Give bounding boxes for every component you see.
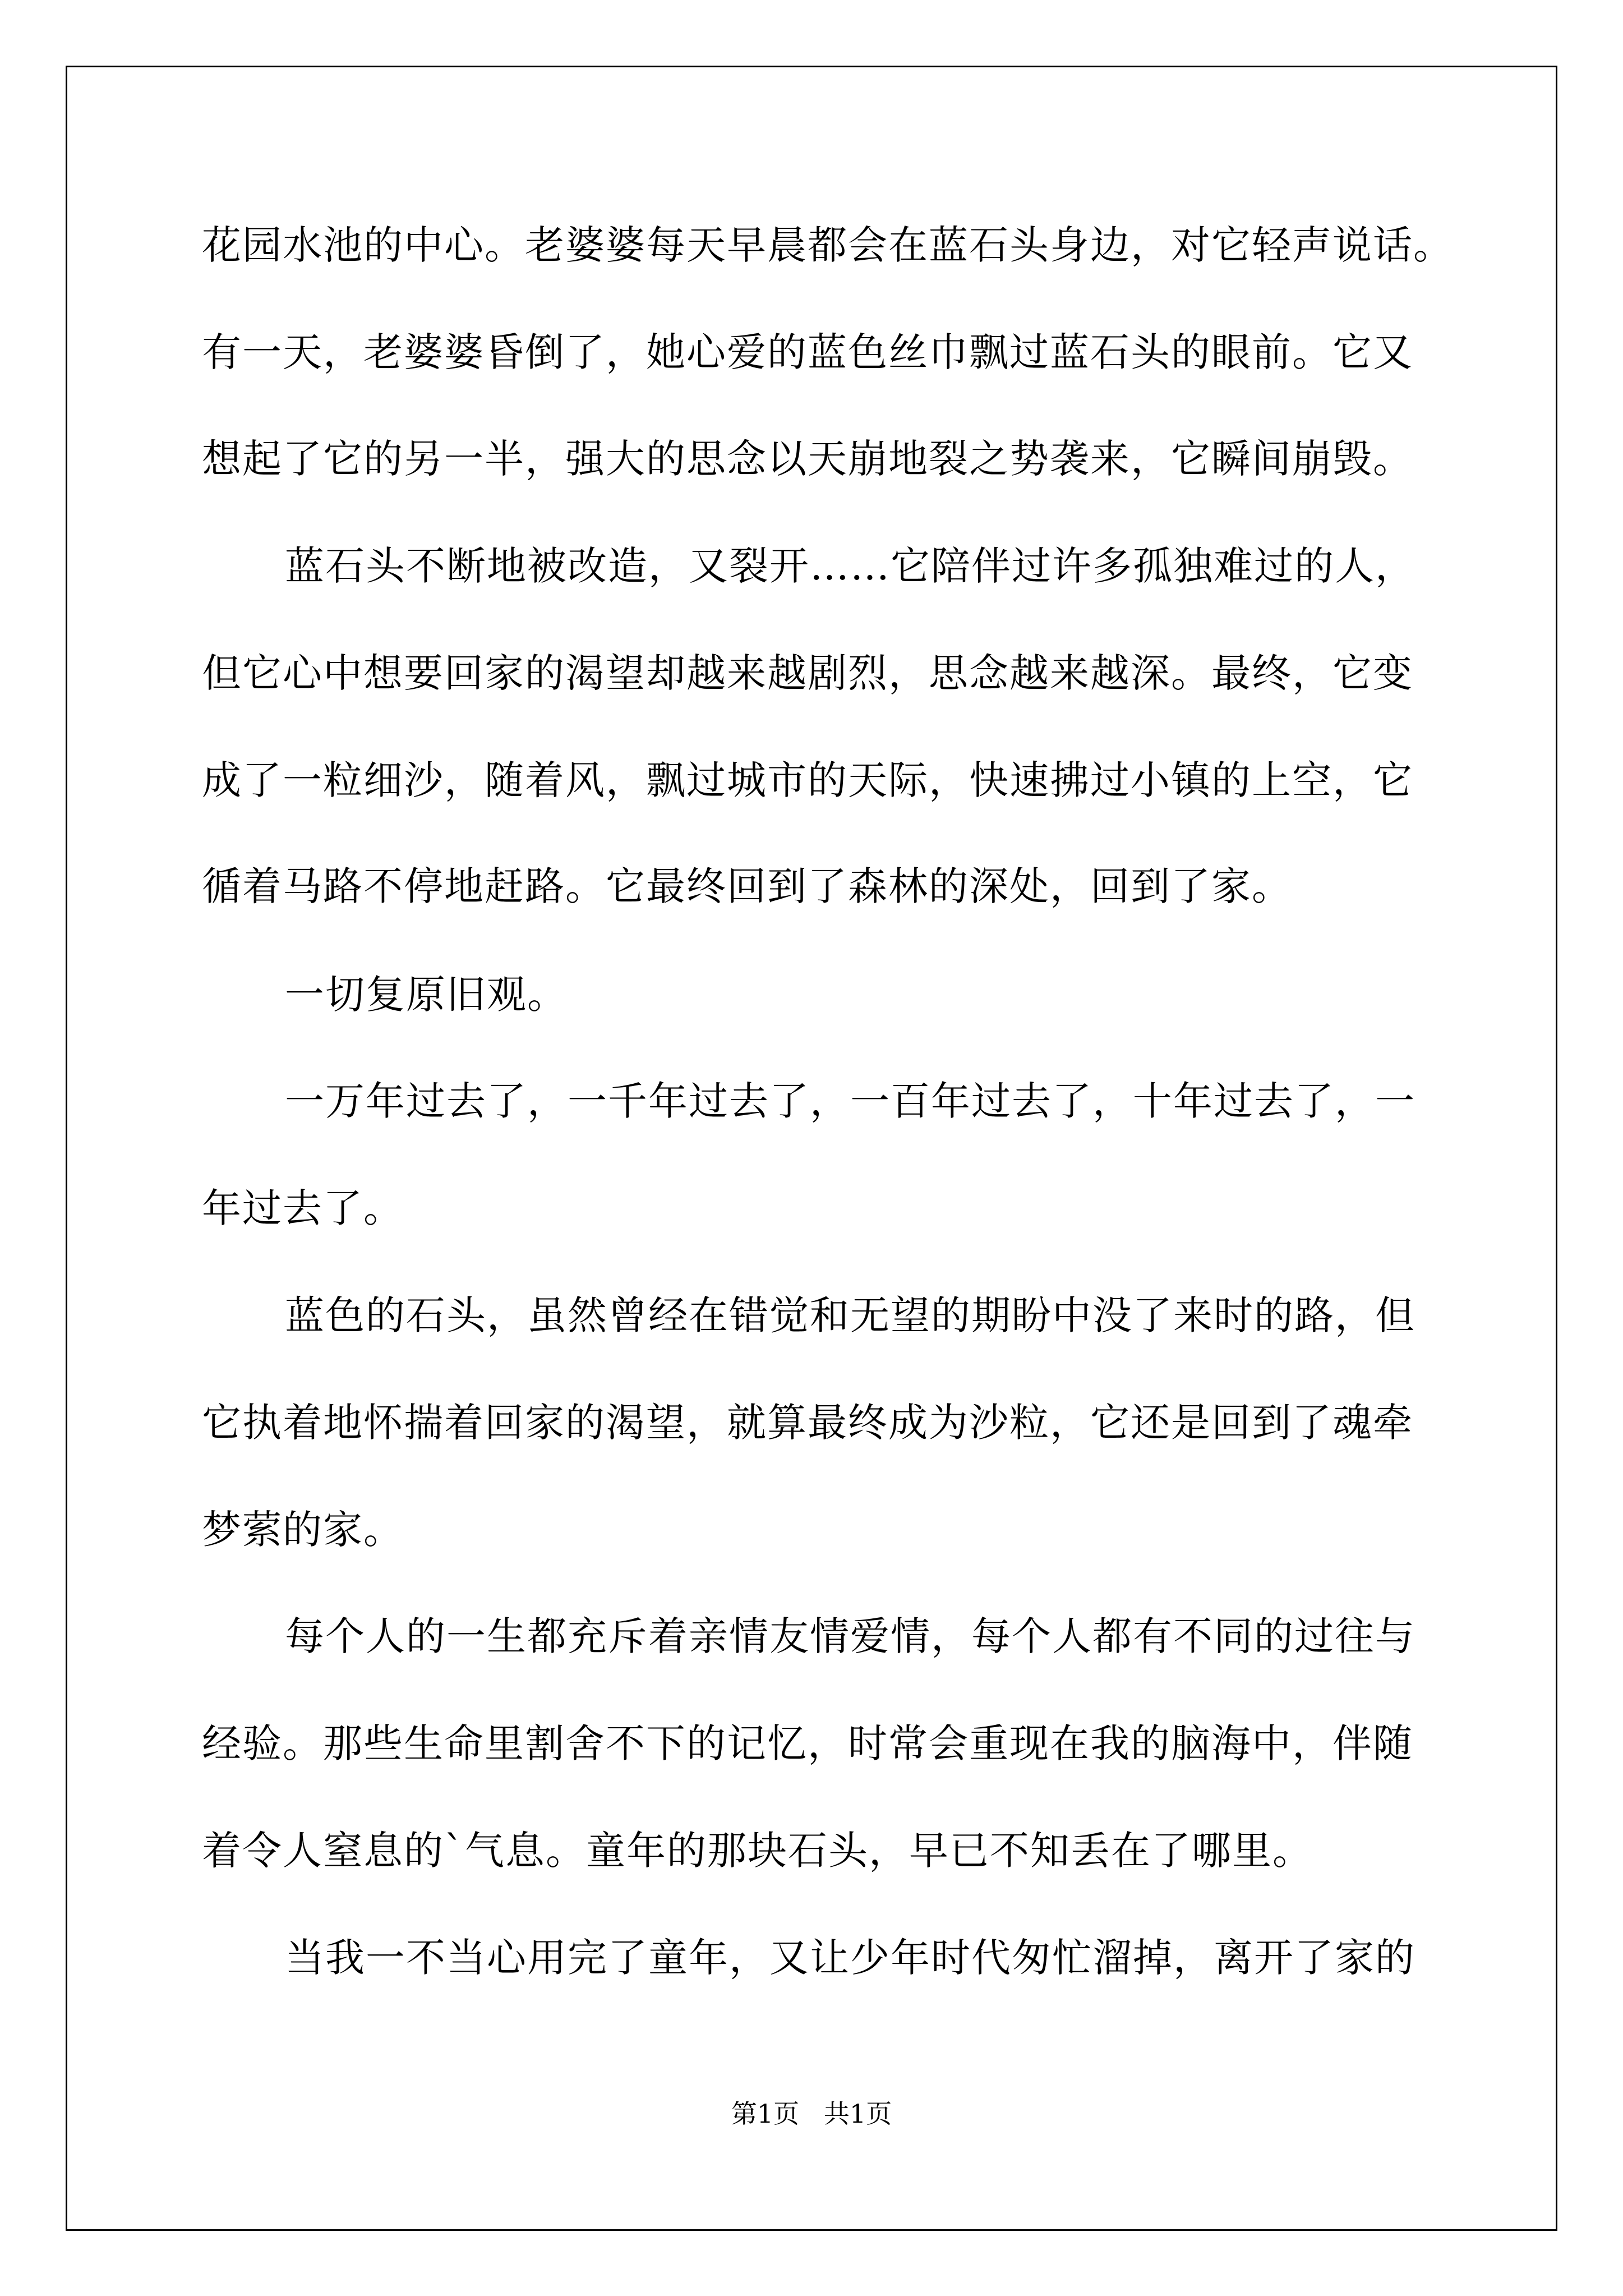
text-line-17-paragraph-start: 当我一不当心用完了童年，又让少年时代匆忙溜掉，离开了家的 bbox=[285, 1935, 1415, 1981]
text-line-2: 有一天，老婆婆昏倒了，她心爱的蓝色丝巾飘过蓝石头的眼前。它又 bbox=[202, 329, 1413, 375]
text-line-16: 着令人窒息的`气息。童年的那块石头，早已不知丢在了哪里。 bbox=[202, 1828, 1313, 1874]
page-border bbox=[66, 66, 1557, 2231]
text-line-9-paragraph-start: 一万年过去了，一千年过去了，一百年过去了，十年过去了，一 bbox=[285, 1078, 1415, 1124]
text-line-1: 花园水池的中心。老婆婆每天早晨都会在蓝石头身边，对它轻声说话。 bbox=[202, 222, 1454, 268]
text-line-15: 经验。那些生命里割舍不下的记忆，时常会重现在我的脑海中，伴随 bbox=[202, 1720, 1413, 1766]
text-line-14-paragraph-start: 每个人的一生都充斥着亲情友情爱情，每个人都有不同的过往与 bbox=[285, 1613, 1415, 1659]
page-footer: 第1页 共1页 bbox=[731, 2099, 892, 2129]
text-line-3: 想起了它的另一半，强大的思念以天崩地裂之势袭来，它瞬间崩毁。 bbox=[202, 436, 1413, 482]
text-line-5: 但它心中想要回家的渴望却越来越剧烈，思念越来越深。最终，它变 bbox=[202, 650, 1413, 696]
text-line-12: 它执着地怀揣着回家的渴望，就算最终成为沙粒，它还是回到了魂牵 bbox=[202, 1400, 1413, 1446]
text-line-4-paragraph-start: 蓝石头不断地被改造，又裂开……它陪伴过许多孤独难过的人， bbox=[285, 543, 1415, 589]
text-line-6: 成了一粒细沙，随着风，飘过城市的天际，快速拂过小镇的上空，它 bbox=[202, 757, 1413, 803]
text-line-8-paragraph-start: 一切复原旧观。 bbox=[285, 972, 568, 1018]
text-line-10: 年过去了。 bbox=[202, 1185, 404, 1231]
text-line-7: 循着马路不停地赶路。它最终回到了森林的深处，回到了家。 bbox=[202, 863, 1292, 909]
text-line-11-paragraph-start: 蓝色的石头，虽然曾经在错觉和无望的期盼中没了来时的路，但 bbox=[285, 1292, 1415, 1338]
text-line-13: 梦萦的家。 bbox=[202, 1507, 404, 1553]
